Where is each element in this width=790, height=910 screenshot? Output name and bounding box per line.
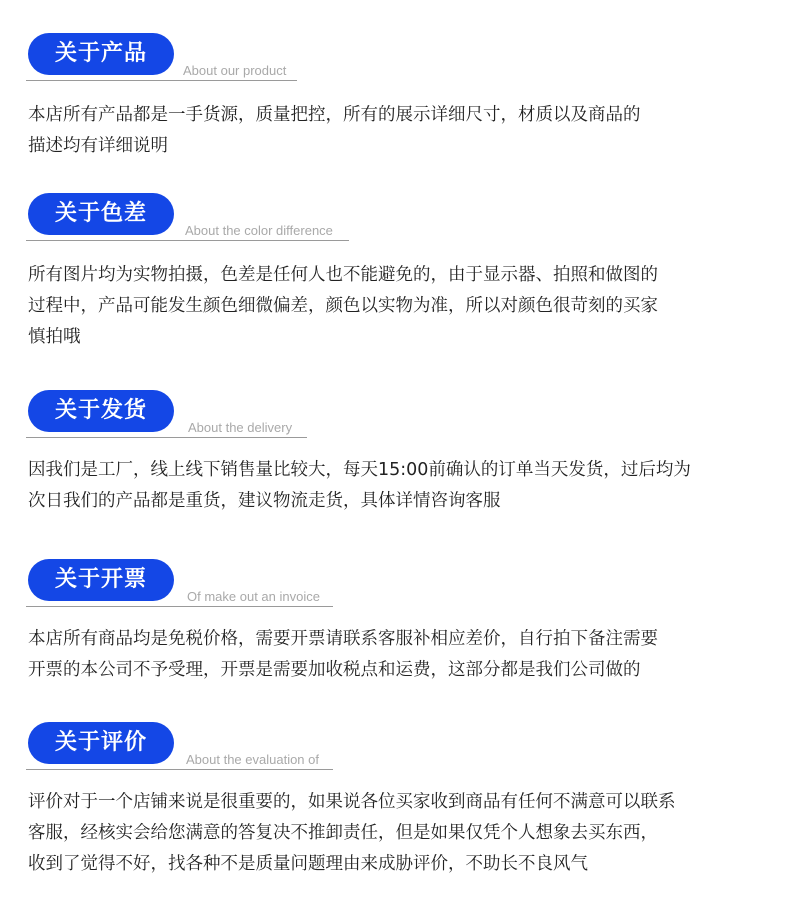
section-body: [28, 260, 778, 353]
body-line: 慎拍哦: [28, 327, 81, 347]
section-title-pill: 关于评价: [28, 722, 174, 764]
section-heading: [0, 193, 790, 253]
section-subtitle: About the evaluation of: [186, 752, 319, 767]
section-title-pill: 关于发货: [28, 390, 174, 432]
section-subtitle: Of make out an invoice: [187, 589, 320, 604]
section-heading: [0, 390, 790, 450]
section-body: [28, 787, 778, 880]
section-title-pill: 关于开票: [28, 559, 174, 601]
section-subtitle: About the delivery: [188, 420, 293, 435]
body-line: 所有图片均为实物拍摄，色差是任何人也不能避免的，由于显示器、拍照和做图的: [28, 265, 658, 285]
section-evaluation: [0, 722, 790, 875]
body-line: 开票的本公司不予受理，开票是需要加收税点和运费，这部分都是我们公司做的: [28, 660, 641, 680]
section-body: [28, 100, 778, 162]
section-invoice: [0, 559, 790, 681]
heading-underline: [26, 80, 297, 81]
section-body: [28, 455, 778, 517]
body-line: 客服，经核实会给您满意的答复决不推卸责任，但是如果仅凭个人想象去买东西，: [28, 823, 658, 843]
body-line: 次日我们的产品都是重货，建议物流走货，具体详情咨询客服: [28, 491, 501, 511]
section-product: [0, 33, 790, 155]
body-line: 评价对于一个店铺来说是很重要的，如果说各位买家收到商品有任何不满意可以联系: [28, 792, 676, 812]
heading-underline: [26, 240, 349, 241]
section-subtitle: About our product: [183, 63, 287, 78]
section-title-pill: 关于产品: [28, 33, 174, 75]
section-delivery: [0, 390, 790, 512]
section-body: [28, 624, 778, 686]
body-line: 收到了觉得不好，找各种不是质量问题理由来成胁评价，不助长不良风气: [28, 854, 588, 874]
body-line: 因我们是工厂，线上线下销售量比较大，每天15:00前确认的订单当天发货，过后均为: [28, 460, 691, 480]
heading-underline: [26, 606, 333, 607]
body-line: 过程中，产品可能发生颜色细微偏差，颜色以实物为准，所以对颜色很苛刻的买家: [28, 296, 658, 316]
section-heading: [0, 33, 790, 93]
body-line: 本店所有商品均是免税价格，需要开票请联系客服补相应差价，自行拍下备注需要: [28, 629, 658, 649]
section-subtitle: About the color difference: [185, 223, 333, 238]
heading-underline: [26, 437, 307, 438]
body-line: 描述均有详细说明: [28, 136, 168, 156]
heading-underline: [26, 769, 333, 770]
section-color-difference: [0, 193, 790, 346]
section-title-pill: 关于色差: [28, 193, 174, 235]
body-line: 本店所有产品都是一手货源，质量把控，所有的展示详细尺寸，材质以及商品的: [28, 105, 641, 125]
section-heading: [0, 722, 790, 782]
section-heading: [0, 559, 790, 619]
